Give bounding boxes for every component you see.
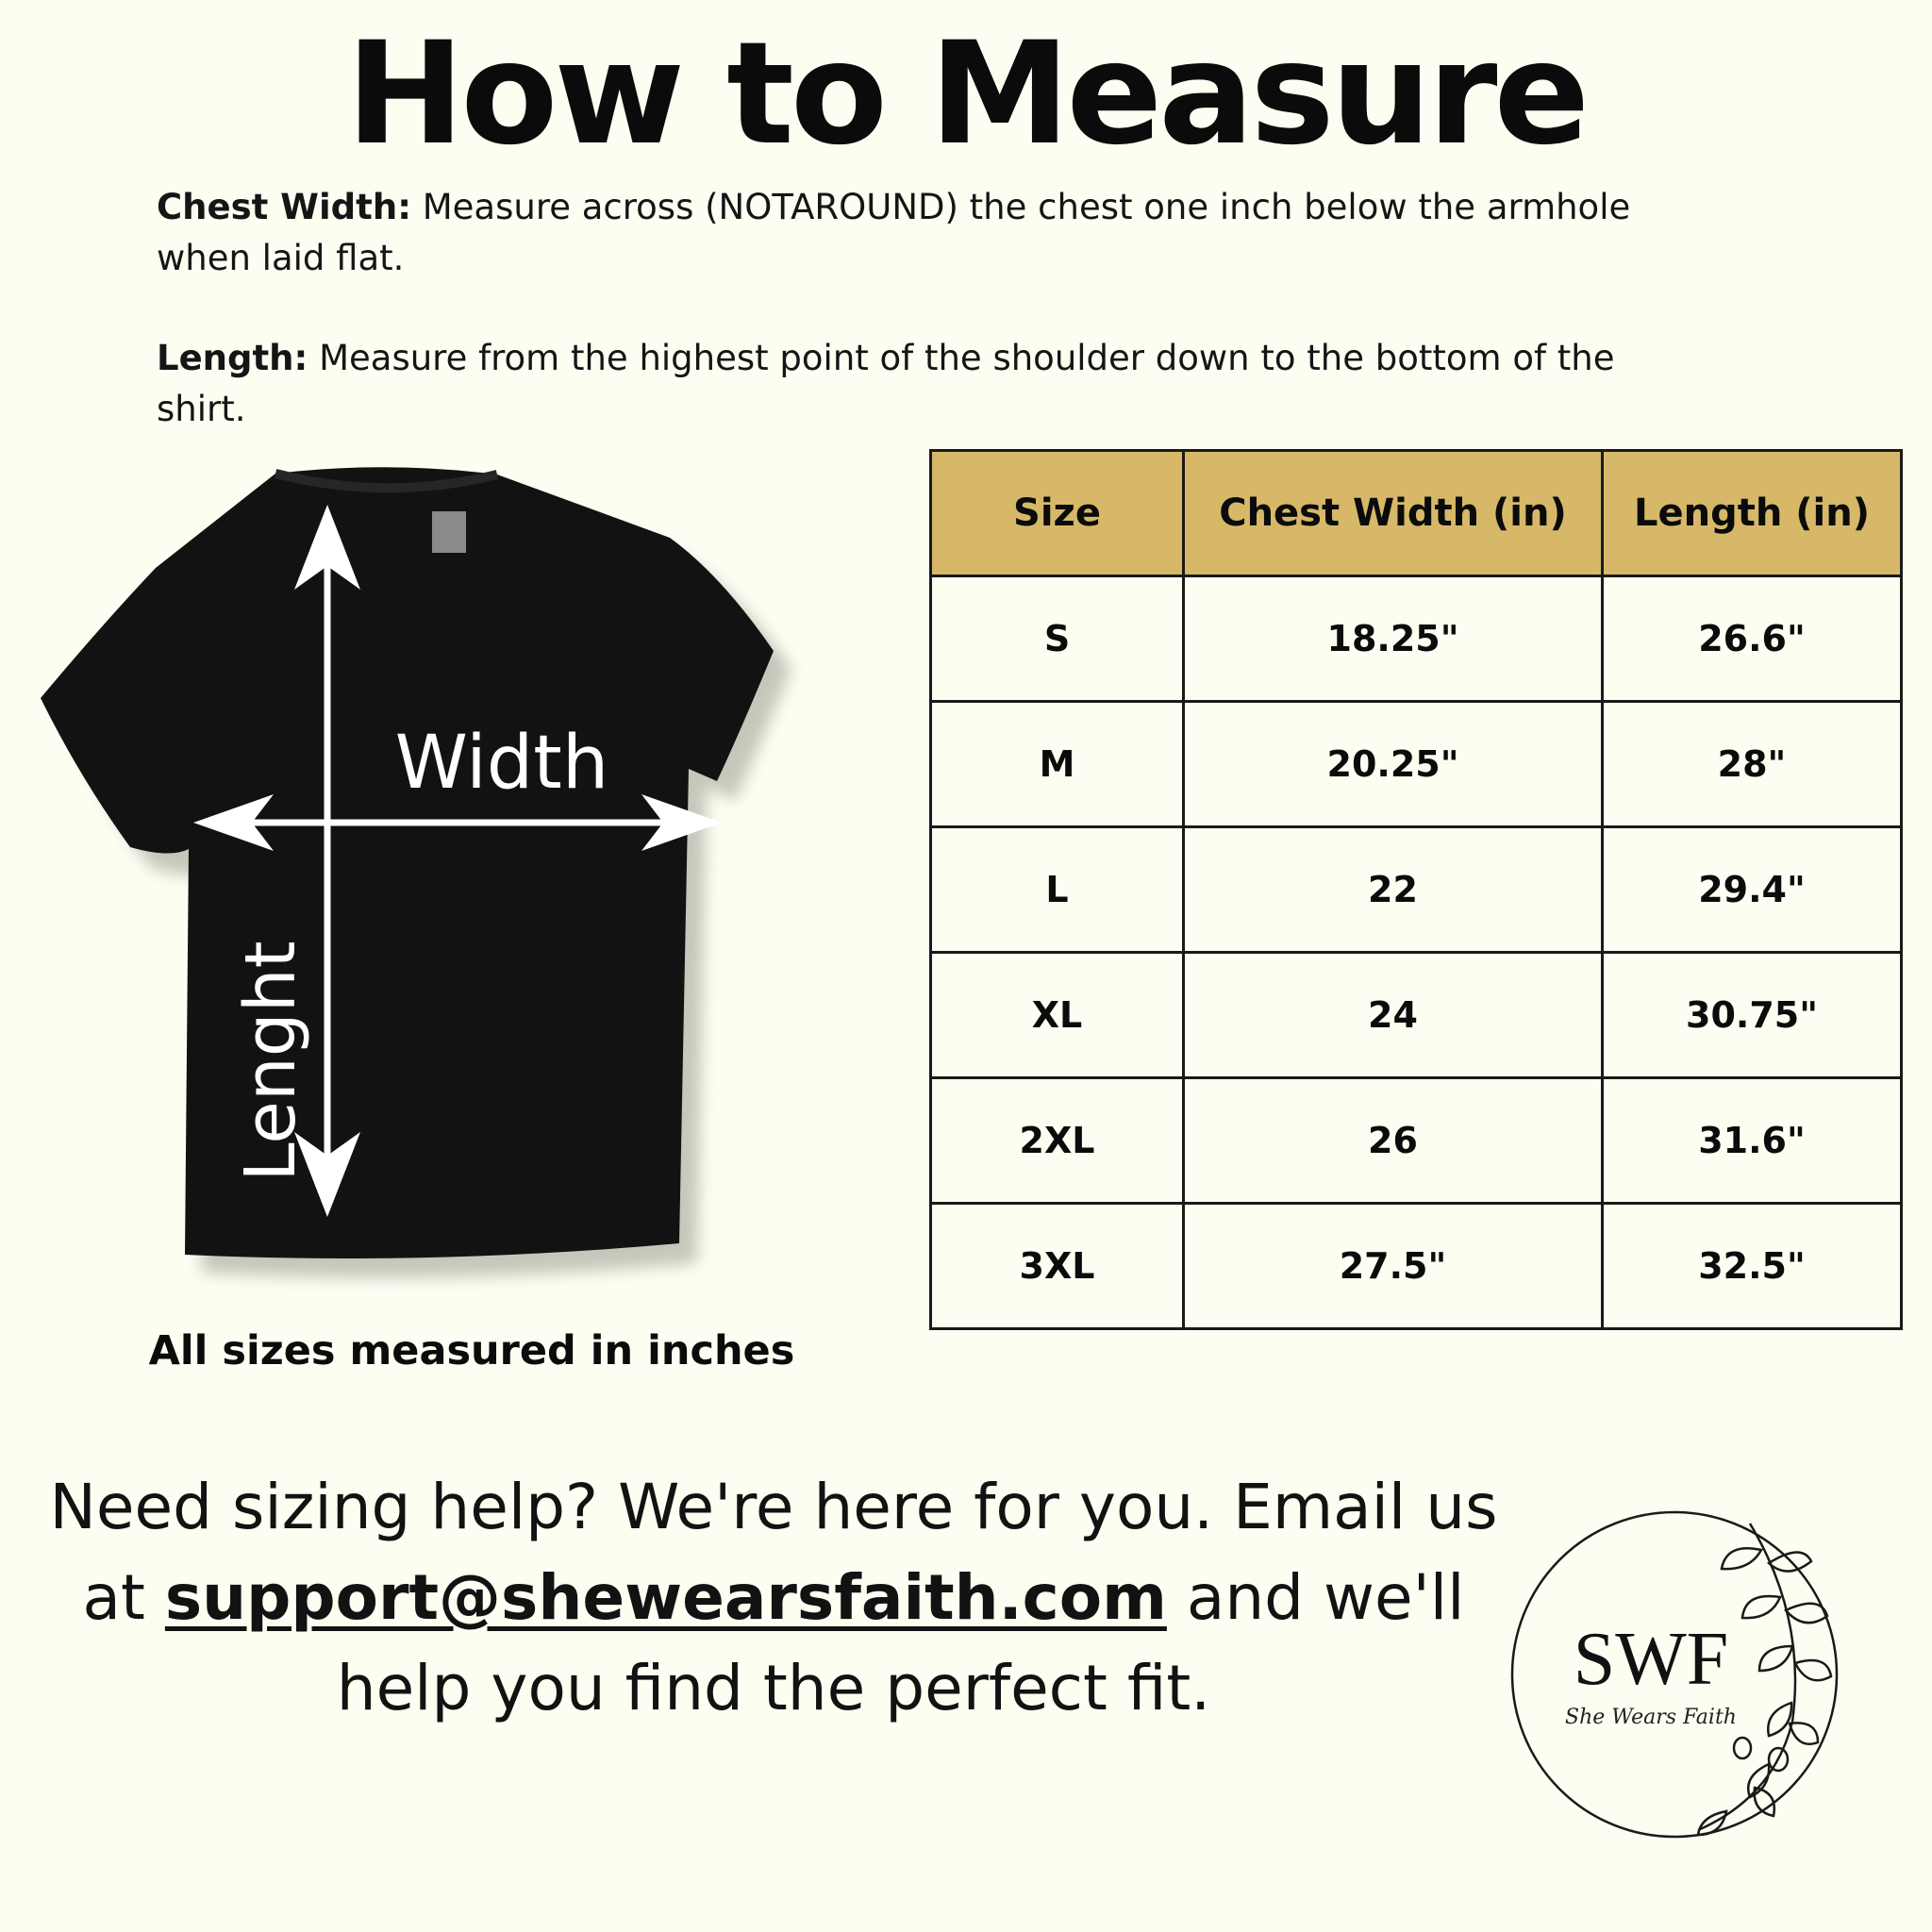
logo-tagline: She Wears Faith <box>1565 1706 1737 1729</box>
chest-width-text: Measure across (NOTAROUND) the chest one inch below the armhole when laid flat. <box>157 187 1631 278</box>
size-cell: L <box>931 827 1184 953</box>
logo-monogram: SWF <box>1573 1618 1729 1701</box>
length-label-rotated: Lenght <box>230 941 311 1182</box>
column-header-length: Length (in) <box>1603 451 1902 576</box>
chest-width-instruction <box>157 182 1704 284</box>
support-email-link[interactable]: support@shewearsfaith.com <box>164 1561 1167 1634</box>
length-instruction <box>157 333 1704 435</box>
width-label: Width <box>394 721 609 806</box>
brand-logo <box>1495 1505 1863 1844</box>
sizing-help-message <box>38 1462 1509 1734</box>
table-header-row <box>931 451 1902 576</box>
size-cell: 3XL <box>931 1204 1184 1329</box>
size-cell: S <box>931 576 1184 702</box>
table-row <box>931 1078 1902 1204</box>
size-cell: 2XL <box>931 1078 1184 1204</box>
page-title: How to Measure <box>345 12 1587 176</box>
measurement-units-note: All sizes measured in inches <box>148 1327 795 1374</box>
help-text-intro: Need sizing help? We're here for you. Email us at <box>49 1471 1498 1634</box>
length-cell: 28" <box>1603 702 1902 827</box>
table-row <box>931 1204 1902 1329</box>
chest-width-cell: 27.5" <box>1184 1204 1603 1329</box>
length-text: Measure from the highest point of the shoulder down to the bottom of the shirt. <box>157 338 1615 429</box>
size-cell: XL <box>931 953 1184 1078</box>
help-text-outro: and we'll help you find the perfect fit. <box>336 1561 1465 1724</box>
table-row <box>931 953 1902 1078</box>
length-cell: 26.6" <box>1603 576 1902 702</box>
tshirt-tag <box>432 511 466 553</box>
length-cell: 31.6" <box>1603 1078 1902 1204</box>
size-chart-table <box>929 449 1903 1330</box>
column-header-size: Size <box>931 451 1184 576</box>
chest-width-label: Chest Width: <box>157 187 411 227</box>
chest-width-cell: 26 <box>1184 1078 1603 1204</box>
chest-width-cell: 24 <box>1184 953 1603 1078</box>
table-row <box>931 702 1902 827</box>
chest-width-cell: 22 <box>1184 827 1603 953</box>
length-label: Length: <box>157 338 308 378</box>
length-cell: 29.4" <box>1603 827 1902 953</box>
chest-width-cell: 18.25" <box>1184 576 1603 702</box>
table-row <box>931 827 1902 953</box>
size-cell: M <box>931 702 1184 827</box>
length-cell: 32.5" <box>1603 1204 1902 1329</box>
chest-width-cell: 20.25" <box>1184 702 1603 827</box>
length-cell: 30.75" <box>1603 953 1902 1078</box>
tshirt-diagram <box>28 462 924 1330</box>
table-row <box>931 576 1902 702</box>
column-header-chest-width: Chest Width (in) <box>1184 451 1603 576</box>
